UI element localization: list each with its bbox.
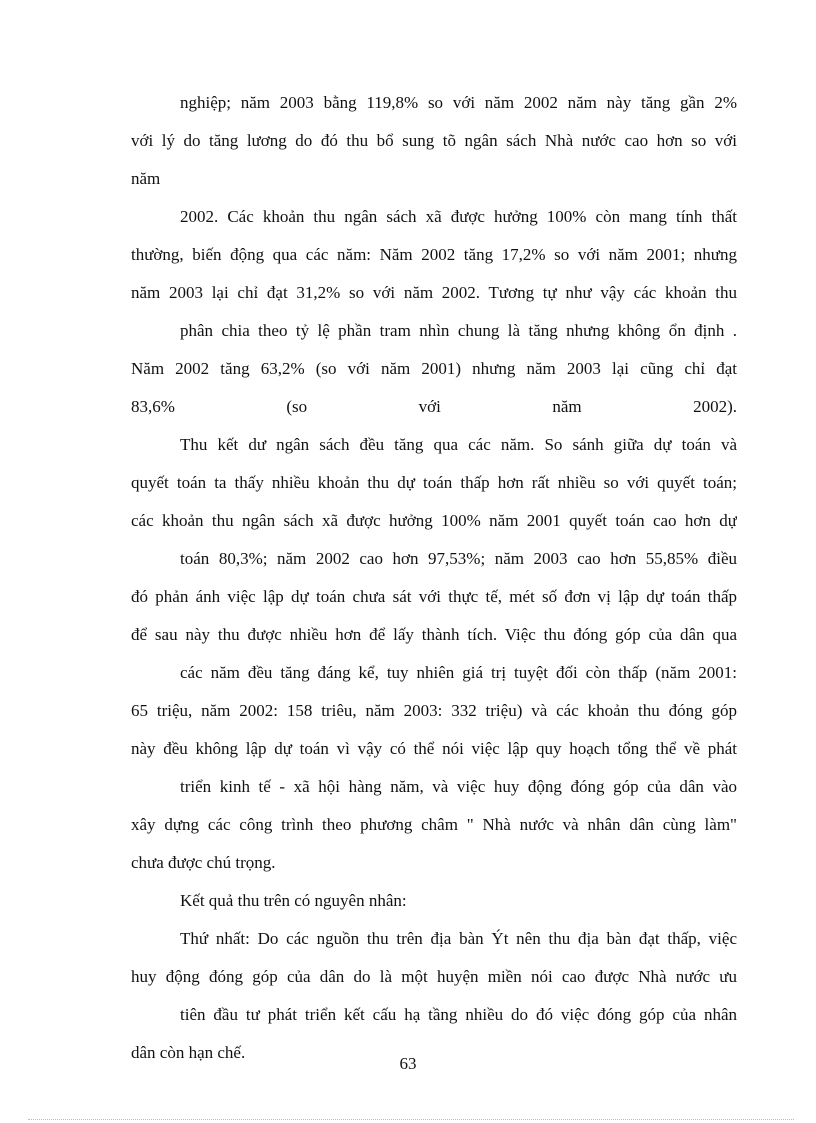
text-line: toán 80,3%; năm 2002 cao hơn 97,53%; năm 2003 cao hơn 55,85% điều [180,549,737,568]
text-line: chưa được chú trọng. [131,853,276,872]
text-line: Kết quả thu trên có nguyên nhân: [180,891,407,910]
footer-divider [28,1119,794,1120]
text-line: xây dựng các công trình theo phương châm " Nhà nước và nhân dân cùng làm" [131,815,737,834]
text-line: huy động đóng góp của dân do là một huyện miền nói cao được Nhà nước ưu [131,967,737,986]
page-number: 63 [399,1054,417,1073]
text-line: triển kinh tế - xã hội hàng năm, và việc huy động đóng góp của dân vào [180,777,737,796]
text-line: 83,6% (so với năm 2002). [131,397,737,416]
text-line: năm 2003 lại chỉ đạt 31,2% so với năm 2002. Tương tự như vậy các khoản thu [131,283,737,302]
text-line: tiên đầu tư phát triển kết cấu hạ tầng nhiều do đó việc đóng góp của nhân [180,1005,737,1024]
text-line: dân còn hạn chế. [131,1043,246,1062]
text-line: với lý do tăng lương do đó thu bổ sung tõ ngân sách Nhà nước cao hơn so với [131,131,737,150]
text-line: thường, biến động qua các năm: Năm 2002 tăng 17,2% so với năm 2001; nhưng [131,245,737,264]
text-line: quyết toán ta thấy nhiều khoản thu dự toán thấp hơn rất nhiều so với quyết toán; [131,473,737,492]
text-line: năm [131,169,161,188]
text-line: các năm đều tăng đáng kể, tuy nhiên giá trị tuyệt đối còn thấp (năm 2001: [180,663,737,682]
text-line: phân chia theo tỷ lệ phần tram nhìn chung là tăng nhưng không ổn định . [180,321,737,340]
text-line: Thứ nhất: Do các nguồn thu trên địa bàn Ýt nên thu địa bàn đạt thấp, việc [180,929,737,948]
text-line: đó phản ánh việc lập dự toán chưa sát với thực tế, mét số đơn vị lập dự toán thấp [131,587,737,606]
text-line: các khoản thu ngân sách xã được hưởng 100% năm 2001 quyết toán cao hơn dự [131,511,737,530]
text-line: 65 triệu, năm 2002: 158 triêu, năm 2003: 332 triệu) và các khoản thu đóng góp [131,701,737,720]
text-line: để sau này thu được nhiều hơn để lấy thành tích. Việc thu đóng góp của dân qua [131,625,737,644]
text-line: Thu kết dư ngân sách đều tăng qua các năm. So sánh giữa dự toán và [180,435,737,454]
text-line: nghiệp; năm 2003 bằng 119,8% so với năm 2002 năm này tăng gần 2% [180,93,737,112]
text-line: Năm 2002 tăng 63,2% (so với năm 2001) nhưng năm 2003 lại cũng chỉ đạt [131,359,737,378]
text-line: 2002. Các khoản thu ngân sách xã được hưởng 100% còn mang tính thất [180,207,737,226]
text-line: này đều không lập dự toán vì vậy có thể nói việc lập quy hoạch tổng thể về phát [131,739,737,758]
